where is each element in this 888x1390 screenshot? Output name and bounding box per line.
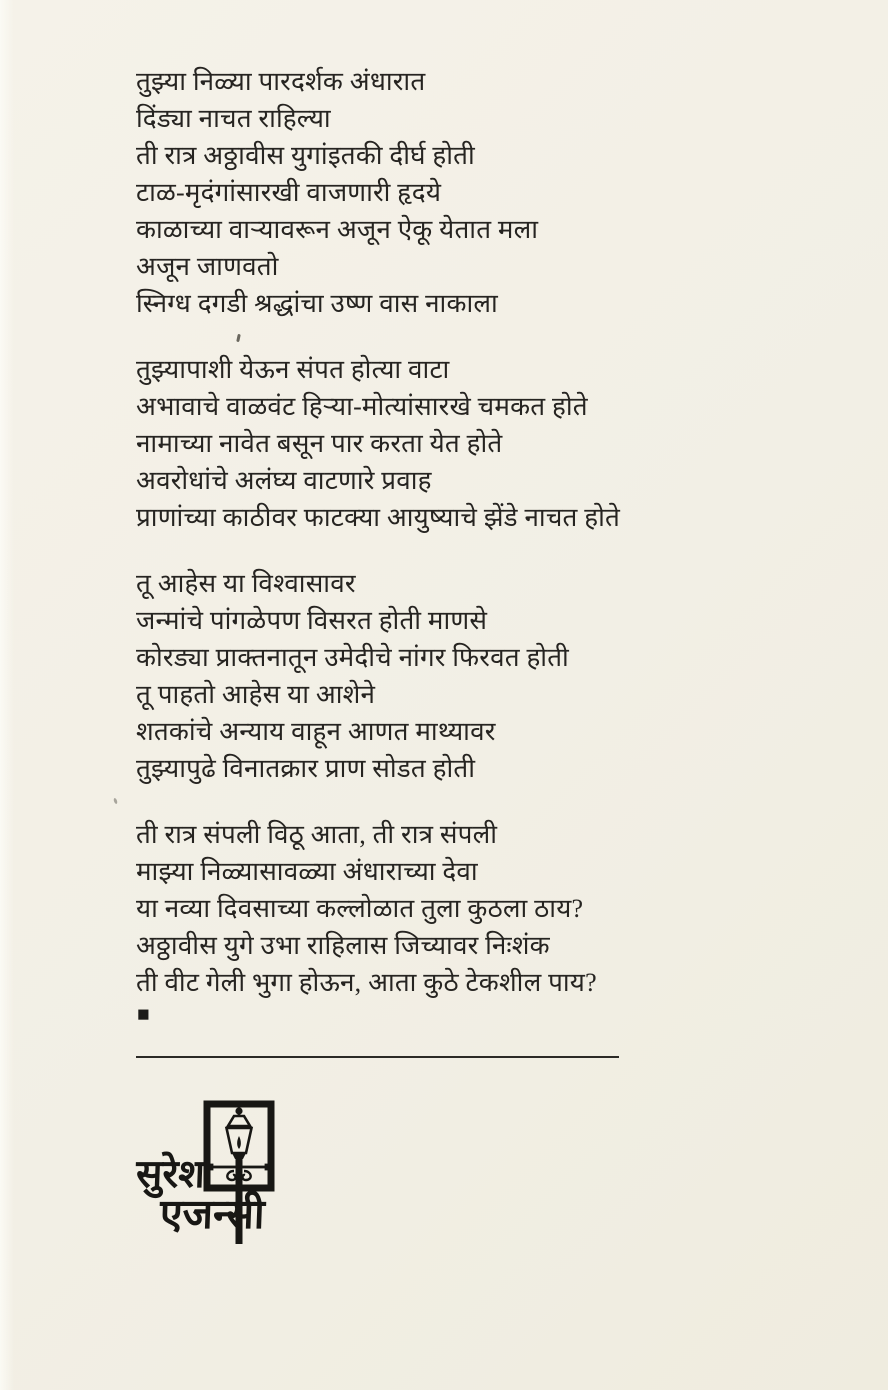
poem-line: ती वीट गेली भुगा होऊन, आता कुठे टेकशील पाय? — [136, 968, 597, 997]
poem-line: दिंड्या नाचत राहिल्या — [136, 104, 331, 133]
poem-line: तुझ्यापाशी येऊन संपत होत्या वाटा — [136, 355, 450, 384]
poem-line: प्राणांच्या काठीवर फाटक्या आयुष्याचे झेंडे नाचत होते — [136, 503, 621, 532]
publisher-name-line1: सुरेश — [135, 1153, 206, 1196]
footer-divider-rule — [136, 1056, 619, 1058]
poem-line: टाळ-मृदंगांसारखी वाजणारी हृदये — [136, 178, 442, 207]
poem-line: अवरोधांचे अलंघ्य वाटणारे प्रवाह — [136, 466, 432, 495]
poem-line: जन्मांचे पांगळेपण विसरत होती माणसे — [136, 606, 488, 635]
poem-line: तुझ्या निळ्या पारदर्शक अंधारात — [136, 67, 426, 96]
poem-stanza-2 — [136, 351, 756, 536]
poem-line: अठ्ठावीस युगे उभा राहिलास जिच्यावर निःशंक — [136, 931, 550, 960]
poem-line: नामाच्या नावेत बसून पार करता येत होते — [136, 429, 503, 458]
end-of-poem-mark: ■ — [137, 1002, 150, 1026]
poem-line: शतकांचे अन्याय वाहून आणत माथ्यावर — [136, 717, 496, 746]
poem-line: अजून जाणवतो — [136, 252, 279, 281]
poem-stanza-1 — [136, 63, 756, 322]
poem-line: या नव्या दिवसाच्या कल्लोळात तुला कुठला ठाय? — [136, 894, 584, 923]
poem-line: अभावाचे वाळवंट हिऱ्या-मोत्यांसारखे चमकत होते — [136, 392, 588, 421]
poem-line: स्निग्ध दगडी श्रद्धांचा उष्ण वास नाकाला — [136, 289, 498, 318]
publisher-name-line2: एजन्सी — [159, 1191, 266, 1237]
poem-line: कोरड्या प्राक्तनातून उमेदीचे नांगर फिरवत होती — [136, 643, 569, 672]
poem — [136, 63, 756, 1030]
poem-line: तू आहेस या विश्वासावर — [136, 569, 356, 598]
poem-line: ती रात्र संपली विठू आता, ती रात्र संपली — [136, 820, 498, 849]
scan-speck — [113, 798, 118, 805]
poem-line: ती रात्र अठ्ठावीस युगांइतकी दीर्घ होती — [136, 141, 475, 170]
poem-stanza-4 — [136, 816, 756, 1001]
poem-line: तू पाहतो आहेस या आशेने — [136, 680, 376, 709]
poem-line: तुझ्यापुढे विनातक्रार प्राण सोडत होती — [136, 754, 476, 783]
poem-stanza-3 — [136, 565, 756, 787]
poem-line: काळाच्या वाऱ्यावरून अजून ऐकू येतात मला — [136, 215, 539, 244]
poem-line: माझ्या निळ्यासावळ्या अंधाराच्या देवा — [136, 857, 478, 886]
